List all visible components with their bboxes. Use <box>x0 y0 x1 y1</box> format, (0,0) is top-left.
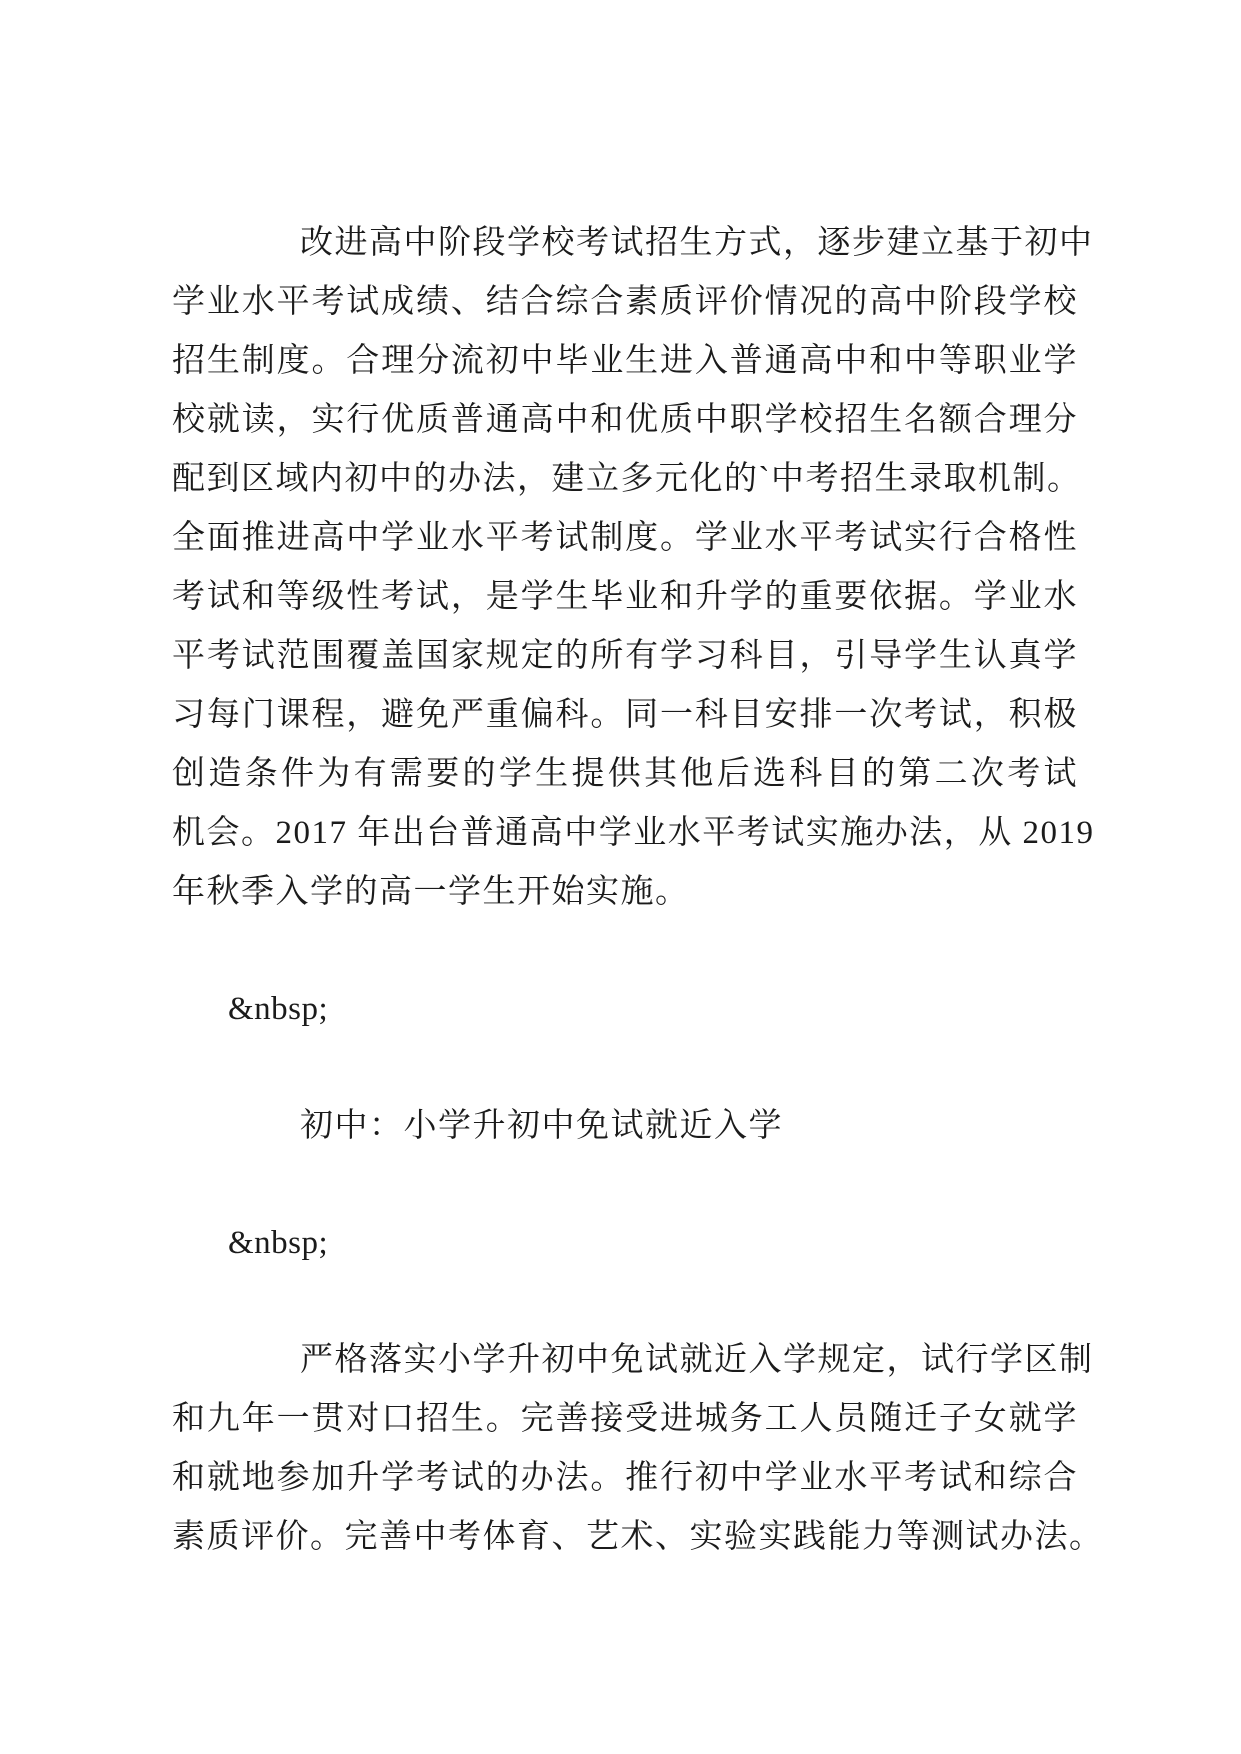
text-line: 招生制度。合理分流初中毕业生进入普通高中和中等职业学 <box>172 343 1078 379</box>
text-line: 素质评价。完善中考体育、艺术、实验实践能力等测试办法。 <box>172 1519 1104 1555</box>
section-heading-text: 初中：小学升初中免试就近入学 <box>300 1108 783 1144</box>
nbsp-placeholder-2 <box>172 1214 1078 1273</box>
text-line: 年秋季入学的高一学生开始实施。 <box>172 874 690 910</box>
body-paragraph-2 <box>172 1331 1104 1567</box>
text-line: 习每门课程，避免严重偏科。同一科目安排一次考试，积极 <box>172 697 1078 733</box>
body-paragraph-1 <box>172 214 1095 922</box>
text-line: 机会。2017 年出台普通高中学业水平考试实施办法，从 2019 <box>172 815 1095 851</box>
nbsp-literal-text: &nbsp; <box>228 1225 329 1261</box>
text-line: 和九年一贯对口招生。完善接受进城务工人员随迁子女就学 <box>172 1401 1078 1437</box>
text-line: 配到区域内初中的办法，建立多元化的`中考招生录取机制。 <box>172 461 1082 497</box>
nbsp-placeholder-1 <box>172 980 1078 1039</box>
document-content <box>172 214 1104 1567</box>
text-line: 全面推进高中学业水平考试制度。学业水平考试实行合格性 <box>172 520 1078 556</box>
text-line: 和就地参加升学考试的办法。推行初中学业水平考试和综合 <box>172 1460 1078 1496</box>
section-heading-junior-middle <box>172 1097 1078 1156</box>
text-line: 创造条件为有需要的学生提供其他后选科目的第二次考试 <box>172 756 1078 792</box>
nbsp-literal-text: &nbsp; <box>228 991 329 1027</box>
text-line: 平考试范围覆盖国家规定的所有学习科目，引导学生认真学 <box>172 638 1078 674</box>
text-line: 改进高中阶段学校考试招生方式，逐步建立基于初中 <box>300 225 1094 261</box>
text-line: 校就读，实行优质普通高中和优质中职学校招生名额合理分 <box>172 402 1078 438</box>
text-line: 严格落实小学升初中免试就近入学规定，试行学区制 <box>300 1342 1094 1378</box>
text-line: 学业水平考试成绩、结合综合素质评价情况的高中阶段学校 <box>172 284 1078 320</box>
text-line: 考试和等级性考试，是学生毕业和升学的重要依据。学业水 <box>172 579 1078 615</box>
